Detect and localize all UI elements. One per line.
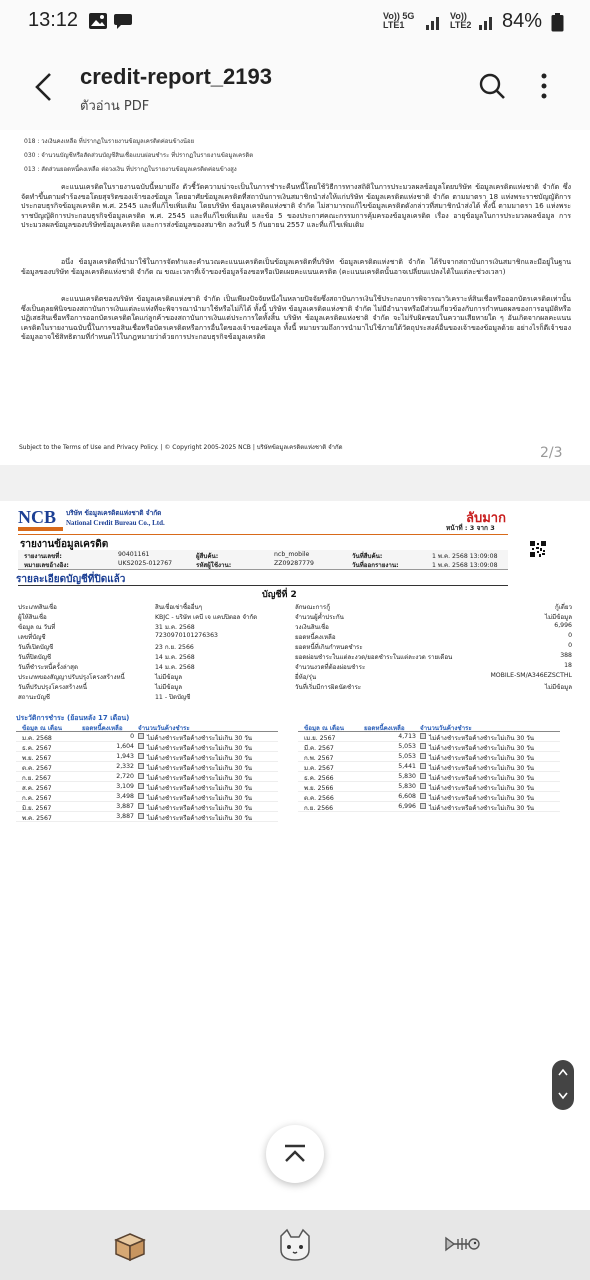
account-field-label: ข้อมูล ณ วันที่ [18,624,56,631]
history-balance: 3,109 [116,783,134,790]
field-value: 1 พ.ค. 2568 13:09:08 [432,562,498,569]
history-status: ไม่ค้างชำระหรือค้างชำระไม่เกิน 30 วัน [429,805,535,812]
account-field-value: สินเชื่อเช่าซื้ออื่นๆ [155,604,203,611]
account-field-value: 0 [568,642,572,649]
account-field-label: ประเภทของสัญญาปรับปรุงโครงสร้างหนี้ [18,674,125,681]
history-month: ก.พ. 2567 [304,755,334,762]
status-box-icon [420,763,426,769]
pdf-viewer[interactable] [0,130,590,1210]
page-number-label: หน้าที่ : 3 จาก 3 [446,524,495,532]
account-field-value: ไม่มีข้อมูล [155,684,183,691]
field-value: 90401161 [118,551,150,558]
footnote: 013 : สัดส่วนยอดหนี้คงเหลือ ต่อวงเงิน ที่ปรากฏในรายงานข้อมูลเครดิตค่อนข้างสูง [24,166,237,173]
history-row [298,752,560,762]
field-label: หมายเลขอ้างอิง: [24,562,69,569]
history-month: ก.ย. 2566 [304,805,334,812]
history-row [298,782,560,792]
status-box-icon [420,793,426,799]
history-status: ไม่ค้างชำระหรือค้างชำระไม่เกิน 30 วัน [147,735,253,742]
history-month: พ.ค. 2567 [22,815,52,822]
account-field-label: ยี่ห้อ/รุ่น [295,674,317,681]
status-box-icon [420,733,426,739]
sim1-type: LTE1 [383,20,405,30]
history-balance: 2,332 [116,763,134,770]
field-label: วันที่สืบค้น: [352,553,383,560]
history-header: ยอดหนี้คงเหลือ [82,725,123,732]
history-row [298,792,560,802]
account-field-value: กู้เดี่ยว [555,604,572,611]
account-field-label: ยอดหนี้คงเหลือ [295,634,336,641]
history-balance: 5,830 [398,783,416,790]
history-row [16,752,278,762]
account-field-label: จำนวนผู้ค้ำประกัน [295,614,344,621]
account-field-label: ลักษณะการกู้ [295,604,330,611]
status-box-icon [138,763,144,769]
history-month: มี.ค. 2567 [304,745,334,752]
history-status: ไม่ค้างชำระหรือค้างชำระไม่เกิน 30 วัน [429,795,535,802]
section-title: รายละเอียดบัญชีที่ปิดแล้ว [16,574,126,585]
history-status: ไม่ค้างชำระหรือค้างชำระไม่เกิน 30 วัน [147,785,253,792]
account-field-value: 31 ม.ค. 2568 [155,624,195,631]
history-balance: 2,720 [116,773,134,780]
account-field-value: ไม่มีข้อมูล [544,614,572,621]
pdf-page-2 [0,130,590,465]
history-status: ไม่ค้างชำระหรือค้างชำระไม่เกิน 30 วัน [147,765,253,772]
history-status: ไม่ค้างชำระหรือค้างชำระไม่เกิน 30 วัน [429,745,535,752]
account-field-value: 0 [568,632,572,639]
history-status: ไม่ค้างชำระหรือค้างชำระไม่เกิน 30 วัน [429,785,535,792]
signal-icon [425,14,443,30]
account-field-value: ไม่มีข้อมูล [155,674,183,681]
gallery-icon [88,12,108,30]
history-row [298,772,560,782]
status-box-icon [138,783,144,789]
account-field-value: 11 - ปิดบัญชี [155,694,191,701]
back-arrow-icon[interactable] [32,72,54,102]
document-title: credit-report_2193 [80,64,272,89]
history-month: มิ.ย. 2567 [22,805,52,812]
history-status: ไม่ค้างชำระหรือค้างชำระไม่เกิน 30 วัน [429,765,535,772]
status-box-icon [138,813,144,819]
more-vert-icon[interactable] [536,72,552,100]
network-indicator [383,12,414,30]
account-field-value: ไม่มีข้อมูล [544,684,572,691]
account-field-value: 18 [564,662,572,669]
history-row [298,732,560,742]
account-field-value: 388 [560,652,572,659]
history-row [16,762,278,772]
cat-icon[interactable] [275,1228,315,1262]
history-row [16,772,278,782]
history-status: ไม่ค้างชำระหรือค้างชำระไม่เกิน 30 วัน [429,755,535,762]
account-field-label: เลขที่บัญชี [18,634,46,641]
history-status: ไม่ค้างชำระหรือค้างชำระไม่เกิน 30 วัน [147,815,253,822]
status-box-icon [420,783,426,789]
history-title: ประวัติการชำระ (ย้อนหลัง 17 เดือน) [16,714,130,722]
signal-icon-2 [478,14,496,30]
header-rule [18,534,508,535]
field-label: รหัสผู้ใช้งาน: [196,562,232,569]
status-box-icon [138,803,144,809]
sim1-label: Vo)) 5G [383,11,415,21]
history-status: ไม่ค้างชำระหรือค้างชำระไม่เกิน 30 วัน [147,755,253,762]
account-field-value: 7230970101276363 [155,632,218,639]
section-rule [18,585,508,586]
history-balance: 3,498 [116,793,134,800]
history-status: ไม่ค้างชำระหรือค้างชำระไม่เกิน 30 วัน [429,735,535,742]
history-balance: 6,608 [398,793,416,800]
history-month: พ.ย. 2566 [304,785,334,792]
account-field-value: 14 ม.ค. 2568 [155,664,195,671]
history-balance: 5,053 [398,753,416,760]
battery-level: 84% [502,10,543,32]
history-row [298,762,560,772]
history-month: ส.ค. 2567 [22,785,52,792]
history-header: ข้อมูล ณ เดือน [304,725,344,732]
history-balance: 3,887 [116,813,134,820]
ncb-logo: NCB [18,507,57,527]
history-status: ไม่ค้างชำระหรือค้างชำระไม่เกิน 30 วัน [147,745,253,752]
account-field-label: ยอดผ่อนชำระในแต่ละงวด/ยอดชำระในแต่ละงวด รายเดือน [295,654,453,661]
chevron-down-icon[interactable] [558,1092,568,1100]
history-row [16,802,278,812]
company-name-th: บริษัท ข้อมูลเครดิตแห่งชาติ จำกัด [66,509,162,517]
history-status: ไม่ค้างชำระหรือค้างชำระไม่เกิน 30 วัน [147,775,253,782]
confidential-label: ลับมาก [466,511,506,526]
status-box-icon [138,743,144,749]
history-status: ไม่ค้างชำระหรือค้างชำระไม่เกิน 30 วัน [147,805,253,812]
account-field-label: จำนวนงวดที่ต้องผ่อนชำระ [295,664,366,671]
history-header: ยอดหนี้คงเหลือ [364,725,405,732]
history-row [298,802,560,812]
pdf-page-3 [0,501,590,1210]
bottom-navigation [0,1210,590,1280]
history-month: ก.ค. 2567 [22,795,52,802]
account-field-label: วันที่เปิดบัญชี [18,644,54,651]
field-label: ผู้สืบค้น: [196,553,219,560]
account-field-label: สถานะบัญชี [18,694,50,701]
status-box-icon [138,733,144,739]
field-value: ZZ09287779 [274,560,314,567]
history-row [16,812,278,822]
account-field-value: 23 ก.ย. 2566 [155,644,194,651]
history-header: จำนวนวันค้างชำระ [420,725,472,732]
footnote: 018 : วงเงินคงเหลือ ที่ปรากฏในรายงานข้อมูลเครดิตค่อนข้างน้อย [24,138,195,145]
history-month: ม.ค. 2568 [22,735,52,742]
history-balance: 1,943 [116,753,134,760]
history-month: ม.ค. 2567 [304,765,334,772]
status-box-icon [420,753,426,759]
disclaimer-paragraph-3: คะแนนเครดิตของบริษัท ข้อมูลเครดิตแห่งชาติ จำกัด เป็นเพียงปัจจัยหนึ่งในหลายปัจจัยซึ่งสถาบันการเงินใช้ประกอบการพิจารณาวิเคราะห์สินเชื่อหรือออกบัตรเครดิตเท่านั้น ซึ่งเป็นดุลยพินิจของสถาบันการเงินแต่ละแห่งที่จะพิจารณานำมาใช้หรือไม่ก็ได้ ทั้งนี้ บริษัท ข้อมูลเครดิตแห่งชาติ จำกัด ไม่มีอำนาจหรือมีส่วนเกี่ยวข้องกับการกำหนดผลของการอนุมัติหรือปฏิเสธสินเชื่อหรือการออกบัตรเครดิตใดแก่ลูกค้าของสถาบันการเงินแต่ประการใดทั้งสิ้น บริษัท ข้อมูลเครดิตแห่งชาติ จำกัด จะไม่รับผิดชอบในความเสียหายใด ๆ อันเกิดจากผลคะแนนเครดิตในรายงานฉบับนี้ในการขอสินเชื่อหรือบัตรเครดิตหรือการอื่นใดของเจ้าของข้อมูล ทั้งนี้ หมายรวมถึงการนำมาไปใช้ภายใต้วัตถุประสงค์อื่นของเจ้าของข้อมูลด้วย อย่างไรก็ดีเจ้าของข้อมูลอาจใช้สิทธิตามที่กำหนดไว้ในกฎหมายว่าด้วยการประกอบธุรกิจข้อมูลเครดิต [21,295,571,342]
history-status: ไม่ค้างชำระหรือค้างชำระไม่เกิน 30 วัน [429,775,535,782]
history-status: ไม่ค้างชำระหรือค้างชำระไม่เกิน 30 วัน [147,795,253,802]
box-icon[interactable] [110,1228,150,1262]
report-title: รายงานข้อมูลเครดิต [20,539,109,550]
account-field-value: 14 ม.ค. 2568 [155,654,195,661]
history-month: ธ.ค. 2567 [22,745,52,752]
account-field-label: ยอดหนี้ที่เกินกำหนดชำระ [295,644,363,651]
status-box-icon [420,803,426,809]
page-footer: Subject to the Terms of Use and Privacy Policy. | © Copyright 2005-2025 NCB | บริษัทข้อมูลเครดิตแห่งชาติ จำกัด [19,444,343,451]
status-box-icon [420,773,426,779]
history-balance: 0 [130,733,134,740]
account-title: บัญชีที่ 2 [262,590,297,600]
account-field-value: 6,996 [554,622,572,629]
app-bar [0,46,590,130]
account-field-label: วันที่ชำระหนี้ครั้งล่าสุด [18,664,78,671]
history-row [16,792,278,802]
field-label: รายงานเลขที่: [24,553,62,560]
history-header: ข้อมูล ณ เดือน [22,725,62,732]
history-row [16,732,278,742]
field-label: วันที่ออกรายงาน: [352,562,399,569]
logo-accent [18,527,63,531]
status-bar [0,0,590,46]
status-box-icon [138,753,144,759]
history-row [16,782,278,792]
history-month: ต.ค. 2567 [22,765,52,772]
footnote: 030 : จำนวนบัญชีหรือสัดส่วนบัญชีสินเชื่อแบบผ่อนชำระ ที่ปรากฏในรายงานข้อมูลเครดิต [24,152,254,159]
account-field-label: วันที่ปรับปรุงโครงสร้างหนี้ [18,684,87,691]
account-field-value: MOBILE-SM/A346EZSCTHL [490,672,572,679]
battery-icon [551,13,564,32]
history-balance: 5,830 [398,773,416,780]
history-row [298,742,560,752]
sim2-label: Vo)) [450,11,467,21]
history-balance: 4,713 [398,733,416,740]
company-name-en: National Credit Bureau Co., Ltd. [66,519,165,527]
history-balance: 6,996 [398,803,416,810]
history-month: พ.ย. 2567 [22,755,52,762]
history-month: ธ.ค. 2566 [304,775,334,782]
account-field-label: วันที่ปิดบัญชี [18,654,52,661]
status-box-icon [138,793,144,799]
status-box-icon [138,773,144,779]
field-value: UKS2025-012767 [118,560,173,567]
search-icon[interactable] [478,72,506,100]
field-value: ncb_mobile [274,551,310,558]
status-time: 13:12 [28,9,79,31]
fish-icon[interactable] [442,1228,482,1262]
page-indicator: 2/3 [540,445,563,461]
history-balance: 3,887 [116,803,134,810]
chevron-up-icon[interactable] [558,1068,568,1076]
history-balance: 1,604 [116,743,134,750]
report-header-fields [18,550,508,570]
sim2-indicator [450,12,471,30]
page-scroller[interactable] [552,1060,574,1110]
history-month: ก.ย. 2567 [22,775,52,782]
account-field-label: ผู้ให้สินเชื่อ [18,614,47,621]
account-field-label: ประเภทสินเชื่อ [18,604,57,611]
history-month: ต.ค. 2566 [304,795,334,802]
field-value: 1 พ.ค. 2568 13:09:08 [432,553,498,560]
disclaimer-paragraph-2: อนึ่ง ข้อมูลเครดิตที่นำมาใช้ในการจัดทำและคำนวณคะแนนเครดิตเป็นข้อมูลเครดิตที่บริษัท ข้อมูลเครดิตแห่งชาติ จำกัด ได้รับจากสถาบันการเงินสมาชิกและมีอยู่ในฐานข้อมูลของบริษัท ข้อมูลเครดิตแห่งชาติ จำกัด ณ ขณะเวลาที่เจ้าของข้อมูลร้องขอหรือเปิดเผยคะแนนเครดิต (คะแนนเครดิตนั้นอาจเปลี่ยนแปลงได้ในแต่ละช่วงเวลา) [21,258,571,276]
qr-code-icon [530,541,546,557]
history-balance: 5,441 [398,763,416,770]
viewer-subtitle: ตัวอ่าน PDF [80,99,150,114]
history-month: เม.ย. 2567 [304,735,336,742]
status-box-icon [420,743,426,749]
scroll-top-icon [283,1144,307,1164]
account-field-label: วันที่เริ่มมีการผิดนัดชำระ [295,684,362,691]
history-header: จำนวนวันค้างชำระ [138,725,190,732]
account-field-label: วงเงินสินเชื่อ [295,624,329,631]
history-balance: 5,053 [398,743,416,750]
account-field-value: KBJC - บริษัท เคบี เจ แคปปิตอล จำกัด [155,614,258,621]
disclaimer-paragraph-1: คะแนนเครดิตในรายงานฉบับนี้หมายถึง ตัวชี้วัดความน่าจะเป็นในการชำระคืนหนี้โดยใช้วิธีการทางสถิติในการประมวลผลข้อมูลโดยบริษัท ข้อมูลเครดิตแห่งชาติ จำกัด ซึ่งจัดทำขึ้นตามคำร้องขอโดยสุจริตของเจ้าของข้อมูล โดยอาศัยข้อมูลเครดิตที่สถาบันการเงินสมาชิกนำส่งให้แก่บริษัท ข้อมูลเครดิตแห่งชาติ จำกัด ตามมาตรา 18 แห่งพระราชบัญญัติการประกอบธุรกิจข้อมูลเครดิต พ.ศ. 2545 และที่แก้ไขเพิ่มเติม โดยบริษัท ข้อมูลเครดิตแห่งชาติ จำกัด ไม่สามารถแก้ไขข้อมูลเครดิตดังกล่าวที่สมาชิกนำส่งได้ ทั้งนี้ ตามมาตรา 16 แห่งพระราชบัญญัติการประกอบธุรกิจข้อมูลเครดิต พ.ศ. 2545 และที่แก้ไขเพิ่มเติม และข้อ 5 ของประกาศคณะกรรมการคุ้มครองข้อมูลเครดิต เรื่อง อายุข้อมูลในการประมวลผลข้อมูล การประมวลผลข้อมูลของบริษัทข้อมูลเครดิต และการส่งข้อมูลของสมาชิก ลงวันที่ 5 กันยายน 2557 และที่แก้ไขเพิ่มเติม [21,183,571,230]
history-row [16,742,278,752]
sim2-type: LTE2 [450,20,472,30]
chat-icon [113,12,133,30]
scroll-to-top-button[interactable] [266,1125,324,1183]
